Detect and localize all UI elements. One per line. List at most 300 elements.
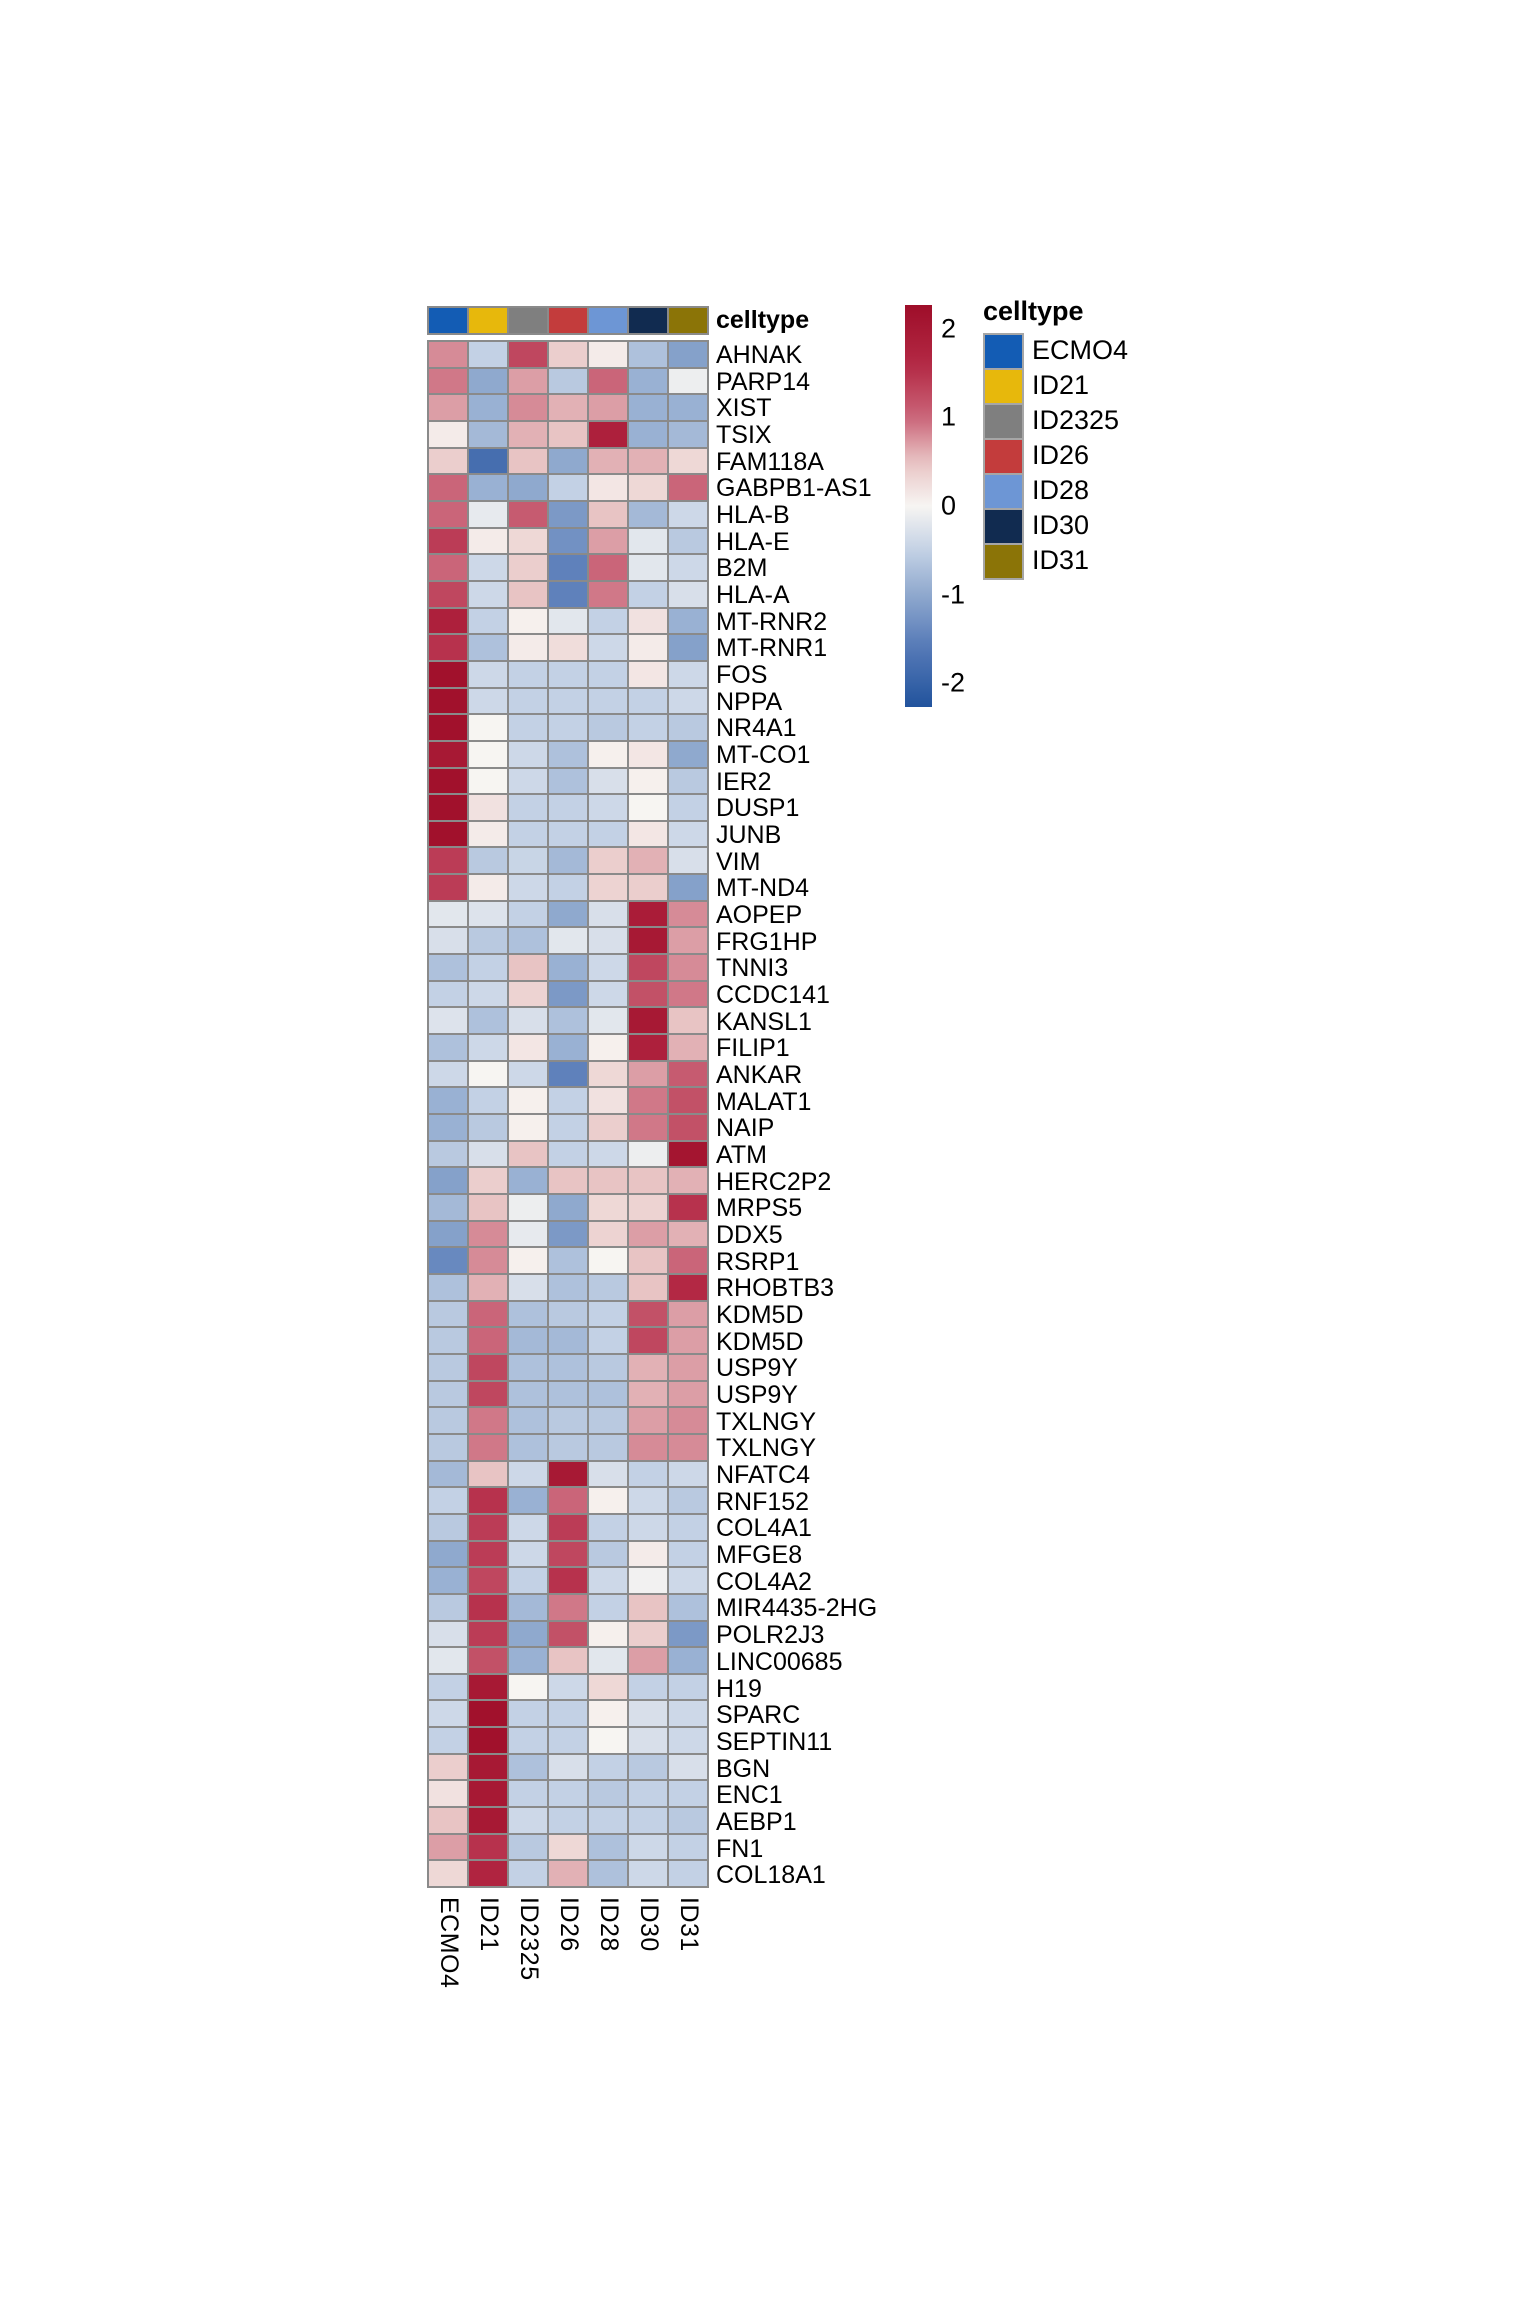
heatmap-cell <box>429 1568 467 1593</box>
heatmap-cell <box>509 1222 547 1247</box>
heatmap-cell <box>469 1728 507 1753</box>
heatmap-cell <box>549 422 587 447</box>
heatmap-cell <box>429 1195 467 1220</box>
gene-label: GABPB1-AS1 <box>716 474 872 503</box>
heatmap-cell <box>629 1515 667 1540</box>
heatmap-cell <box>429 769 467 794</box>
heatmap-cell <box>429 1035 467 1060</box>
heatmap-cell <box>429 1488 467 1513</box>
heatmap-cell <box>669 1488 707 1513</box>
heatmap-cell <box>509 795 547 820</box>
heatmap-cell <box>589 1542 627 1567</box>
heatmap-cell <box>509 529 547 554</box>
column-label: ID30 <box>635 1896 663 1952</box>
gene-label: TNNI3 <box>716 954 789 983</box>
legend-swatch-ID21 <box>985 370 1022 403</box>
heatmap-cell <box>629 475 667 500</box>
heatmap-cell <box>469 449 507 474</box>
heatmap-cell <box>509 1755 547 1780</box>
gene-label: KDM5D <box>716 1327 804 1356</box>
heatmap-cell <box>589 1568 627 1593</box>
column-label: ID26 <box>555 1896 583 1952</box>
heatmap-cell <box>629 1115 667 1140</box>
gene-label: USP9Y <box>716 1381 798 1410</box>
heatmap-cell <box>509 1595 547 1620</box>
heatmap-cell <box>629 1701 667 1726</box>
heatmap-cell <box>429 1382 467 1407</box>
heatmap-cell <box>509 822 547 847</box>
heatmap-cell <box>629 1542 667 1567</box>
heatmap-cell <box>429 1302 467 1327</box>
heatmap-cell <box>669 1062 707 1087</box>
heatmap-cell <box>429 955 467 980</box>
heatmap-cell <box>509 1648 547 1673</box>
gene-label: POLR2J3 <box>716 1621 825 1650</box>
legend-swatch-ID28 <box>985 475 1022 508</box>
heatmap-cell <box>669 635 707 660</box>
heatmap-cell <box>549 1595 587 1620</box>
heatmap-cell <box>509 1622 547 1647</box>
annotation-cell-ID26 <box>549 308 587 333</box>
gene-label: MFGE8 <box>716 1541 803 1570</box>
heatmap-cell <box>469 1115 507 1140</box>
legend-label: ID28 <box>1032 475 1090 505</box>
gene-label: MIR4435-2HG <box>716 1594 878 1623</box>
heatmap-cell <box>429 1248 467 1273</box>
gene-label: FOS <box>716 661 768 690</box>
heatmap-cell <box>629 1355 667 1380</box>
heatmap-cell <box>509 848 547 873</box>
heatmap-cell <box>469 1701 507 1726</box>
heatmap-cell <box>549 769 587 794</box>
annotation-cell-ID21 <box>469 308 507 333</box>
heatmap-cell <box>589 1275 627 1300</box>
heatmap-cell <box>509 1675 547 1700</box>
heatmap-cell <box>589 1248 627 1273</box>
heatmap-cell <box>549 342 587 367</box>
heatmap-cell <box>629 1861 667 1886</box>
heatmap-cell <box>469 1781 507 1806</box>
heatmap-cell <box>469 955 507 980</box>
heatmap-cell <box>629 342 667 367</box>
heatmap-cell <box>669 342 707 367</box>
heatmap-cell <box>469 1382 507 1407</box>
heatmap-cell <box>469 1435 507 1460</box>
heatmap-cell <box>669 982 707 1007</box>
heatmap-cell <box>669 369 707 394</box>
heatmap-cell <box>469 689 507 714</box>
heatmap-cell <box>469 875 507 900</box>
heatmap-cell <box>669 1755 707 1780</box>
heatmap-cell <box>629 1302 667 1327</box>
heatmap-cell <box>469 1542 507 1567</box>
heatmap-cell <box>469 1488 507 1513</box>
annotation-cell-ID30 <box>629 308 667 333</box>
gene-label: NR4A1 <box>716 714 797 743</box>
gene-label: TXLNGY <box>716 1407 817 1436</box>
heatmap-cell <box>509 582 547 607</box>
heatmap-cell <box>429 1222 467 1247</box>
heatmap-cell <box>629 928 667 953</box>
heatmap-cell <box>469 1675 507 1700</box>
heatmap-cell <box>629 1382 667 1407</box>
heatmap-cell <box>589 1861 627 1886</box>
heatmap-cell <box>669 529 707 554</box>
heatmap-cell <box>589 1701 627 1726</box>
heatmap-cell <box>549 1408 587 1433</box>
colorbar-tick-label: -2 <box>941 667 966 698</box>
heatmap-cell <box>469 982 507 1007</box>
heatmap-cell <box>469 1222 507 1247</box>
heatmap-cell <box>629 1781 667 1806</box>
heatmap-cell <box>669 1728 707 1753</box>
heatmap-cell <box>469 1062 507 1087</box>
heatmap-cell <box>669 1861 707 1886</box>
heatmap-cell <box>669 1408 707 1433</box>
gene-label: IER2 <box>716 767 772 796</box>
heatmap-cell <box>549 1515 587 1540</box>
heatmap-cell <box>429 422 467 447</box>
heatmap-cell <box>589 475 627 500</box>
heatmap-cell <box>509 555 547 580</box>
heatmap-cell <box>429 1142 467 1167</box>
heatmap-cell <box>629 1328 667 1353</box>
heatmap-cell <box>549 1062 587 1087</box>
heatmap-cell <box>589 1595 627 1620</box>
heatmap-cell <box>509 742 547 767</box>
heatmap-cell <box>589 1115 627 1140</box>
heatmap-cell <box>629 1408 667 1433</box>
heatmap-cell <box>549 875 587 900</box>
heatmap-cell <box>429 1622 467 1647</box>
heatmap-cell <box>549 902 587 927</box>
heatmap-cell <box>429 1115 467 1140</box>
gene-label: H19 <box>716 1674 762 1703</box>
heatmap-cell <box>589 1008 627 1033</box>
heatmap-cell <box>589 1648 627 1673</box>
heatmap-cell <box>669 1275 707 1300</box>
heatmap-cell <box>589 1328 627 1353</box>
gene-label: NFATC4 <box>716 1461 810 1490</box>
heatmap-cell <box>669 609 707 634</box>
heatmap-cell <box>509 1355 547 1380</box>
heatmap-cell <box>469 928 507 953</box>
heatmap-cell <box>469 1142 507 1167</box>
column-label: ID21 <box>475 1896 503 1952</box>
heatmap-cell <box>589 502 627 527</box>
colorbar-tick-label: -1 <box>941 579 966 610</box>
heatmap-cell <box>669 715 707 740</box>
heatmap-cell <box>509 1488 547 1513</box>
heatmap-cell <box>589 1781 627 1806</box>
heatmap-cell <box>589 928 627 953</box>
heatmap-cell <box>549 1275 587 1300</box>
heatmap-cell <box>669 1328 707 1353</box>
heatmap-cell <box>509 475 547 500</box>
gene-label: TXLNGY <box>716 1434 817 1463</box>
heatmap-cell <box>669 795 707 820</box>
heatmap-cell <box>669 1248 707 1273</box>
heatmap-cell <box>669 1808 707 1833</box>
heatmap-cell <box>429 848 467 873</box>
heatmap-cell <box>669 555 707 580</box>
heatmap-cell <box>469 1595 507 1620</box>
gene-label: BGN <box>716 1754 771 1783</box>
heatmap-cell <box>429 1648 467 1673</box>
heatmap-cell <box>669 928 707 953</box>
heatmap-cell <box>509 1035 547 1060</box>
heatmap-cell <box>549 1861 587 1886</box>
gene-label: USP9Y <box>716 1354 798 1383</box>
heatmap-cell <box>589 555 627 580</box>
heatmap-cell <box>469 1622 507 1647</box>
heatmap-cell <box>669 1595 707 1620</box>
heatmap-cell <box>469 1035 507 1060</box>
celltype-annotation-header: celltype <box>716 306 810 334</box>
heatmap-cell <box>549 928 587 953</box>
colorbar-tick-label: 2 <box>941 313 957 344</box>
heatmap-cell <box>429 715 467 740</box>
heatmap-cell <box>509 902 547 927</box>
colorbar-tick-label: 0 <box>941 490 957 521</box>
heatmap-cell <box>589 1408 627 1433</box>
legend-label: ECMO4 <box>1032 335 1129 365</box>
heatmap-cell <box>669 502 707 527</box>
gene-label: XIST <box>716 394 772 423</box>
heatmap-cell <box>629 1648 667 1673</box>
heatmap-cell <box>469 395 507 420</box>
heatmap-cell <box>549 1195 587 1220</box>
heatmap-cell <box>589 689 627 714</box>
heatmap-cell <box>669 1701 707 1726</box>
heatmap-cell <box>669 848 707 873</box>
gene-label: SEPTIN11 <box>716 1727 833 1756</box>
heatmap-cell <box>429 1088 467 1113</box>
heatmap-cell <box>509 449 547 474</box>
heatmap-cell <box>549 369 587 394</box>
heatmap-cell <box>589 875 627 900</box>
heatmap-cell <box>509 1568 547 1593</box>
heatmap-cell <box>589 955 627 980</box>
heatmap-cell <box>589 902 627 927</box>
heatmap-cell <box>589 1728 627 1753</box>
legend-swatch-ID26 <box>985 440 1022 473</box>
heatmap-cell <box>509 502 547 527</box>
legend-swatches <box>983 333 1024 580</box>
heatmap-cell <box>629 1728 667 1753</box>
colorbar-tick-label: 1 <box>941 401 957 432</box>
gene-label: KDM5D <box>716 1301 804 1330</box>
heatmap-cell <box>589 715 627 740</box>
gene-label: FN1 <box>716 1834 764 1863</box>
colorbar <box>905 305 932 707</box>
gene-label: MRPS5 <box>716 1194 803 1223</box>
heatmap-cell <box>669 742 707 767</box>
heatmap-cell <box>509 635 547 660</box>
gene-label: KANSL1 <box>716 1007 812 1036</box>
heatmap-cell <box>429 795 467 820</box>
heatmap-cell <box>509 395 547 420</box>
heatmap-cell <box>469 1808 507 1833</box>
heatmap-cell <box>589 1488 627 1513</box>
heatmap-cell <box>669 902 707 927</box>
heatmap-cell <box>589 1088 627 1113</box>
heatmap-cell <box>629 1435 667 1460</box>
heatmap-cell <box>469 1835 507 1860</box>
legend-label: ID30 <box>1032 510 1090 540</box>
heatmap-cell <box>629 1568 667 1593</box>
heatmap-cell <box>469 1088 507 1113</box>
heatmap-cell <box>669 1088 707 1113</box>
heatmap-cell <box>629 662 667 687</box>
heatmap-cell <box>549 1382 587 1407</box>
heatmap-cell <box>469 822 507 847</box>
heatmap-cell <box>589 422 627 447</box>
heatmap-cell <box>589 822 627 847</box>
heatmap-cell <box>469 1248 507 1273</box>
heatmap-cell <box>429 555 467 580</box>
gene-label: ENC1 <box>716 1781 783 1810</box>
heatmap-cell <box>669 1675 707 1700</box>
heatmap-cell <box>549 715 587 740</box>
gene-label: DUSP1 <box>716 794 800 823</box>
heatmap-cell <box>549 742 587 767</box>
gene-label: COL4A1 <box>716 1514 812 1543</box>
heatmap-cell <box>469 1355 507 1380</box>
heatmap-cell <box>549 1781 587 1806</box>
gene-label: CCDC141 <box>716 981 830 1010</box>
heatmap-cell <box>589 1062 627 1087</box>
column-label: ID2325 <box>515 1896 543 1981</box>
gene-label: HLA-B <box>716 501 790 530</box>
gene-label: MT-RNR2 <box>716 607 828 636</box>
gene-label: HLA-A <box>716 581 790 610</box>
heatmap-grid <box>427 340 709 1888</box>
heatmap-cell <box>429 395 467 420</box>
heatmap-cell <box>509 1302 547 1327</box>
heatmap-cell <box>629 769 667 794</box>
annotation-cell-ID28 <box>589 308 627 333</box>
gene-label: MT-CO1 <box>716 741 811 770</box>
heatmap-cell <box>629 955 667 980</box>
heatmap-cell <box>589 982 627 1007</box>
heatmap-cell <box>669 1622 707 1647</box>
heatmap-cell <box>589 1302 627 1327</box>
heatmap-cell <box>549 1622 587 1647</box>
heatmap-cell <box>429 1062 467 1087</box>
heatmap-cell <box>469 1328 507 1353</box>
heatmap-cell <box>469 635 507 660</box>
heatmap-cell <box>549 822 587 847</box>
heatmap-cell <box>429 1008 467 1033</box>
heatmap-cell <box>509 1008 547 1033</box>
heatmap-cell <box>589 1382 627 1407</box>
gene-label: COL4A2 <box>716 1567 812 1596</box>
heatmap-cell <box>629 1488 667 1513</box>
heatmap-cell <box>469 369 507 394</box>
heatmap-cell <box>429 582 467 607</box>
heatmap-cell <box>429 1542 467 1567</box>
heatmap-cell <box>549 662 587 687</box>
annotation-cell-ECMO4 <box>429 308 467 333</box>
heatmap-cell <box>589 609 627 634</box>
annotation-cell-ID31 <box>669 308 707 333</box>
heatmap-cell <box>549 1488 587 1513</box>
heatmap-cell <box>669 475 707 500</box>
heatmap-cell <box>469 529 507 554</box>
heatmap-cell <box>549 1088 587 1113</box>
heatmap-cell <box>629 1835 667 1860</box>
heatmap-cell <box>669 1035 707 1060</box>
heatmap-cell <box>469 769 507 794</box>
heatmap-cell <box>429 342 467 367</box>
heatmap-cell <box>629 1275 667 1300</box>
gene-label: ANKAR <box>716 1061 803 1090</box>
legend-swatch-ID31 <box>985 545 1022 578</box>
heatmap-cell <box>669 582 707 607</box>
heatmap-cell <box>629 582 667 607</box>
heatmap-cell <box>429 1595 467 1620</box>
heatmap-cell <box>429 1755 467 1780</box>
heatmap-cell <box>429 1515 467 1540</box>
heatmap-cell <box>469 1275 507 1300</box>
gene-label: TSIX <box>716 421 772 449</box>
heatmap-cell <box>629 742 667 767</box>
heatmap-cell <box>549 689 587 714</box>
heatmap-cell <box>629 395 667 420</box>
heatmap-cell <box>629 902 667 927</box>
heatmap-cell <box>669 1008 707 1033</box>
heatmap-cell <box>469 582 507 607</box>
gene-label: AHNAK <box>716 341 803 369</box>
heatmap-cell <box>549 1355 587 1380</box>
heatmap-cell <box>429 822 467 847</box>
gene-label: PARP14 <box>716 367 811 396</box>
column-label: ID31 <box>675 1896 703 1952</box>
heatmap-cell <box>629 1222 667 1247</box>
legend-swatch-ID30 <box>985 510 1022 543</box>
heatmap-cell <box>509 1062 547 1087</box>
heatmap-cell <box>549 795 587 820</box>
heatmap-cell <box>509 662 547 687</box>
heatmap-cell <box>429 1701 467 1726</box>
heatmap-cell <box>589 1035 627 1060</box>
heatmap-cell <box>509 1435 547 1460</box>
heatmap-cell <box>509 1382 547 1407</box>
heatmap-cell <box>509 1408 547 1433</box>
heatmap-cell <box>509 928 547 953</box>
gene-label: VIM <box>716 847 761 876</box>
gene-label: NAIP <box>716 1114 775 1143</box>
heatmap-cell <box>549 395 587 420</box>
heatmap-cell <box>669 1168 707 1193</box>
heatmap-cell <box>429 449 467 474</box>
heatmap-cell <box>549 1142 587 1167</box>
heatmap-cell <box>589 1675 627 1700</box>
heatmap-cell <box>629 369 667 394</box>
heatmap-cell <box>589 848 627 873</box>
heatmap-cell <box>669 1648 707 1673</box>
heatmap-cell <box>549 1328 587 1353</box>
heatmap-cell <box>429 1408 467 1433</box>
gene-label: FAM118A <box>716 447 824 476</box>
heatmap-cell <box>509 1088 547 1113</box>
heatmap-cell <box>509 1835 547 1860</box>
heatmap-cell <box>629 1168 667 1193</box>
heatmap-cell <box>509 769 547 794</box>
heatmap-cell <box>629 449 667 474</box>
heatmap-cell <box>589 742 627 767</box>
